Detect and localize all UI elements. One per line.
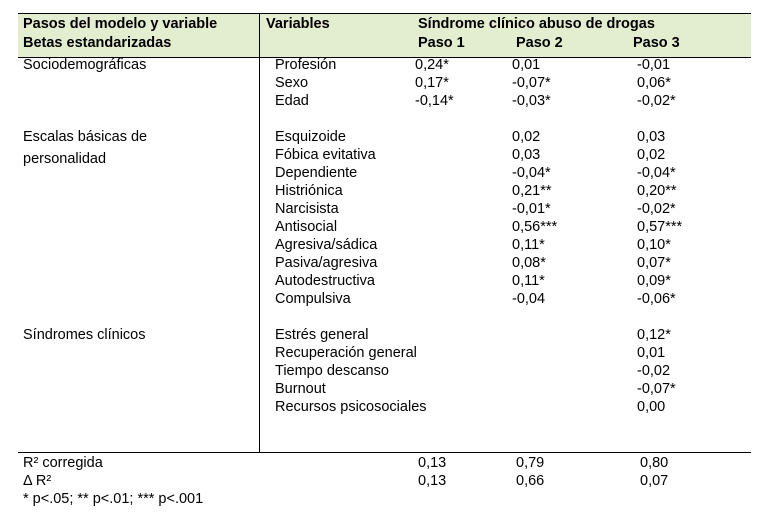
variable-name: Pasiva/agresiva xyxy=(275,255,378,271)
variable-name: Recuperación general xyxy=(275,345,417,361)
header-col1-line1: Pasos del modelo y variable xyxy=(23,16,218,32)
column-divider xyxy=(259,13,260,452)
beta-paso2: -0,03* xyxy=(512,93,551,109)
beta-paso3: -0,02* xyxy=(637,93,676,109)
summary-paso2: 0,66 xyxy=(516,473,545,489)
variable-name: Antisocial xyxy=(275,219,338,235)
beta-paso3: -0,06* xyxy=(637,291,676,307)
variable-name: Estrés general xyxy=(275,327,369,343)
beta-paso3: 0,00 xyxy=(637,399,666,415)
variable-name: Narcisista xyxy=(275,201,339,217)
section-label: Síndromes clínicos xyxy=(23,327,146,343)
variable-name: Recursos psicosociales xyxy=(275,399,427,415)
beta-paso3: 0,06* xyxy=(637,75,671,91)
summary-paso1: 0,13 xyxy=(418,473,447,489)
section-label: personalidad xyxy=(23,151,107,167)
variable-name: Dependiente xyxy=(275,165,358,181)
beta-paso3: 0,20** xyxy=(637,183,677,199)
header-paso2: Paso 2 xyxy=(516,35,563,51)
table-top-border xyxy=(18,13,751,14)
summary-top-border xyxy=(18,452,751,453)
beta-paso3: -0,07* xyxy=(637,381,676,397)
summary-paso3: 0,07 xyxy=(640,473,669,489)
beta-paso2: 0,56*** xyxy=(512,219,558,235)
section-label: Sociodemográficas xyxy=(23,57,147,73)
beta-paso3: -0,01 xyxy=(637,57,671,73)
beta-paso2: 0,03 xyxy=(512,147,541,163)
variable-name: Burnout xyxy=(275,381,326,397)
variable-name: Agresiva/sádica xyxy=(275,237,378,253)
beta-paso2: -0,04 xyxy=(512,291,546,307)
variable-name: Edad xyxy=(275,93,309,109)
beta-paso3: 0,01 xyxy=(637,345,666,361)
summary-label: Δ R² xyxy=(23,473,52,489)
beta-paso3: 0,12* xyxy=(637,327,671,343)
beta-paso2: 0,11* xyxy=(512,273,545,289)
variable-name: Sexo xyxy=(275,75,309,91)
beta-paso3: 0,02 xyxy=(637,147,666,163)
beta-paso3: -0,04* xyxy=(637,165,676,181)
header-variables: Variables xyxy=(266,16,330,32)
summary-label: R² corregida xyxy=(23,455,103,471)
beta-paso2: 0,08* xyxy=(512,255,546,271)
beta-paso2: -0,04* xyxy=(512,165,551,181)
header-paso1: Paso 1 xyxy=(418,35,465,51)
beta-paso2: 0,01 xyxy=(512,57,541,73)
variable-name: Profesión xyxy=(275,57,337,73)
beta-paso2: 0,21** xyxy=(512,183,552,199)
section-label: Escalas básicas de xyxy=(23,129,148,145)
variable-name: Fóbica evitativa xyxy=(275,147,376,163)
beta-paso3: 0,10* xyxy=(637,237,671,253)
beta-paso2: 0,02 xyxy=(512,129,541,145)
beta-paso1: 0,17* xyxy=(415,75,449,91)
header-paso3: Paso 3 xyxy=(633,35,680,51)
beta-paso3: -0,02* xyxy=(637,201,676,217)
beta-paso2: -0,01* xyxy=(512,201,551,217)
summary-paso3: 0,80 xyxy=(640,455,669,471)
variable-name: Compulsiva xyxy=(275,291,351,307)
beta-paso3: 0,03 xyxy=(637,129,666,145)
variable-name: Histriónica xyxy=(275,183,343,199)
summary-paso1: 0,13 xyxy=(418,455,447,471)
beta-paso3: 0,57*** xyxy=(637,219,683,235)
footnote: * p<.05; ** p<.01; *** p<.001 xyxy=(23,491,204,507)
variable-name: Esquizoide xyxy=(275,129,346,145)
header-col1-line2: Betas estandarizadas xyxy=(23,35,172,51)
beta-paso3: -0,02 xyxy=(637,363,671,379)
beta-paso3: 0,09* xyxy=(637,273,671,289)
beta-paso2: 0,11* xyxy=(512,237,545,253)
variable-name: Tiempo descanso xyxy=(275,363,389,379)
beta-paso1: 0,24* xyxy=(415,57,449,73)
beta-paso3: 0,07* xyxy=(637,255,671,271)
variable-name: Autodestructiva xyxy=(275,273,375,289)
beta-paso1: -0,14* xyxy=(415,93,454,109)
summary-paso2: 0,79 xyxy=(516,455,545,471)
beta-paso2: -0,07* xyxy=(512,75,551,91)
header-group-title: Síndrome clínico abuso de drogas xyxy=(418,16,655,32)
